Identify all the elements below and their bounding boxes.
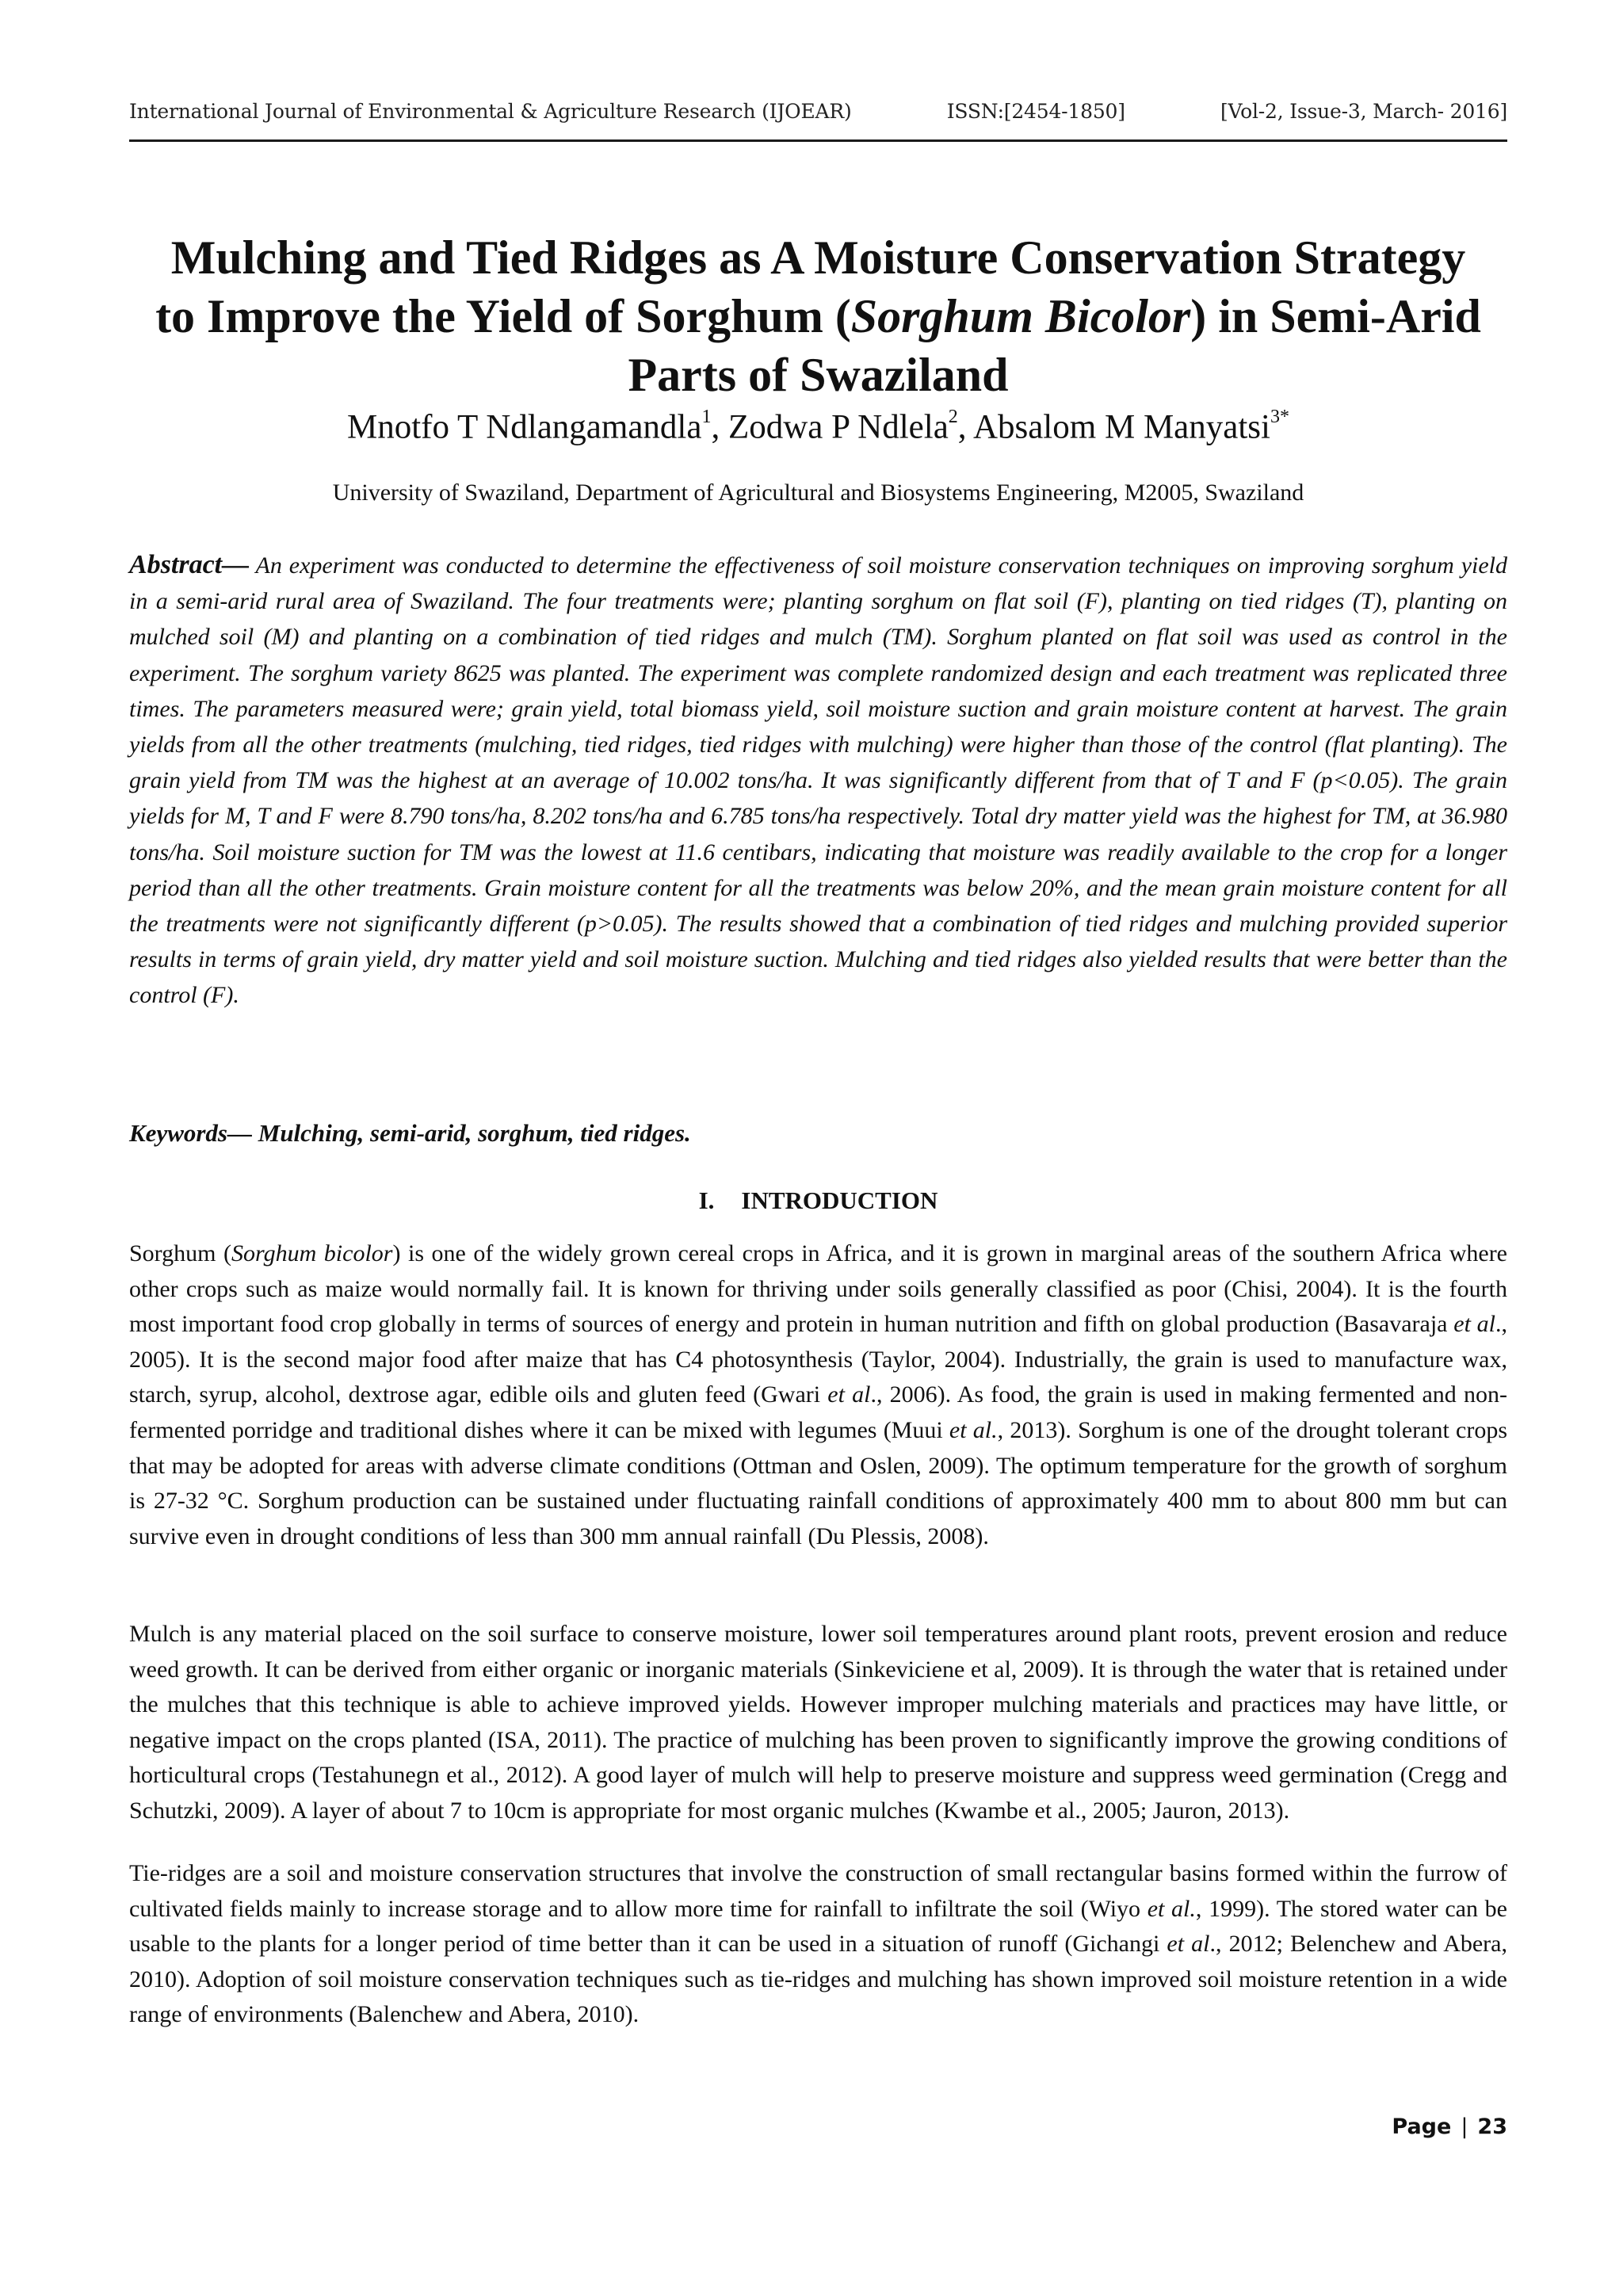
title-line-2-post: ) in Semi-Arid [1190, 290, 1481, 342]
p1-etal: et al. [949, 1416, 998, 1443]
intro-paragraph-3 [129, 1856, 1507, 2033]
title-line-3: Parts of Swaziland [628, 349, 1009, 401]
affiliation: University of Swaziland, Department of Agricultural and Biosystems Engineering, M2005, Swaziland [332, 479, 1304, 506]
header-rule [129, 139, 1507, 142]
p3-seg: Tie-ridges are a soil and moisture conservation structures that involve the construction of small rectangular basins formed within the furrow of cultivated fields mainly to increase storage and to allow more time for rainfall to infiltrate the soil (Wiyo [129, 1860, 1507, 1922]
p1-species: Sorghum bicolor [231, 1240, 393, 1266]
abstract [129, 547, 1507, 1014]
author-1-affil: 1 [701, 407, 712, 427]
p1-seg: ., 2006). As food, the grain is used in making fermented and non-fermented porridge and traditional dishes where it can be mixed with legumes (Muui [129, 1381, 1507, 1443]
author-2-affil: 2 [948, 407, 958, 427]
journal-name: International Journal of Environmental & Agriculture Research (IJOEAR) [129, 100, 852, 123]
author-sep-1: , [711, 408, 728, 446]
volume-issue: [Vol-2, Issue-3, March- 2016] [1220, 100, 1507, 123]
p3-seg: ., 2012; Belenchew and Abera, 2010). Adoption of soil moisture conservation techniques such as tie-ridges and mulching has shown improved soil moisture retention in a wide range of environments (Balenchew and Abera, 2010). [129, 1931, 1507, 2028]
author-3: Absalom M Manyatsi [972, 408, 1270, 446]
author-list [129, 398, 1507, 449]
p1-etal: et al [827, 1381, 871, 1408]
title-line-2 [129, 287, 1507, 346]
author-sep-2: , [957, 408, 973, 446]
title-line-1: Mulching and Tied Ridges as A Moisture Conservation Strategy [170, 231, 1466, 284]
author-3-affil: 3* [1270, 407, 1289, 427]
abstract-label: Abstract— [129, 550, 250, 579]
section-number: I. [698, 1186, 715, 1214]
issn: ISSN:[2454-1850] [946, 100, 1125, 123]
p3-etal: et al. [1147, 1895, 1196, 1922]
title-line-2-pre: to Improve the Yield of Sorghum ( [155, 290, 851, 342]
intro-paragraph-2: Mulch is any material placed on the soil surface to conserve moisture, lower soil temperatures around plant roots, prevent erosion and reduce weed growth. It can be derived from either organic or inorganic materials (Sinkeviciene et al, 2009). It is through the water that is retained under the mulches that this technique is able to achieve improved yields. However improper mulching materials and practices may have little, or negative impact on the crops planted (ISA, 2011). The practice of mulching has been proven to significantly improve the growing conditions of horticultural crops (Testahunegn et al., 2012). A good layer of mulch will help to preserve moisture and suppress weed germination (Cregg and Schutzki, 2009). A layer of about 7 to 10cm is appropriate for most organic mulches (Kwambe et al., 2005; Jauron, 2013). [129, 1621, 1507, 1824]
p3-seg: , 1999). The stored water can be usable to the plants for a longer period of time better than it can be used in a situation of runoff (Gichangi [129, 1895, 1507, 1958]
keywords: Keywords— Mulching, semi-arid, sorghum, tied ridges. [129, 1119, 691, 1147]
paper-title [129, 228, 1507, 404]
p1-seg: ., 2005). It is the second major food after maize that has C4 photosynthesis (Taylor, 2004). Industrially, the grain is used to manufacture wax, starch, syrup, alcohol, dextrose agar, edible oils and gluten feed (Gwari [129, 1311, 1507, 1408]
section-heading [129, 1183, 1507, 1218]
running-header [129, 100, 1507, 123]
intro-paragraph-1 [129, 1236, 1507, 1554]
p1-etal: et al [1453, 1311, 1495, 1338]
title-species: Sorghum Bicolor [850, 290, 1191, 342]
section-title: INTRODUCTION [741, 1186, 938, 1214]
paper-page [129, 0, 1507, 2296]
author-1: Mnotfo T Ndlangamandla [347, 408, 702, 446]
page-separator: | [1461, 2115, 1468, 2139]
page-number-value: 23 [1477, 2115, 1507, 2139]
author-2: Zodwa P Ndlela [727, 408, 949, 446]
abstract-text: An experiment was conducted to determine the effectiveness of soil moisture conservation techniques on improving sorghum yield in a semi-arid rural area of Swaziland. The four treatments were; planting sorghum on flat soil (F), planting on tied ridges (T), planting on mulched soil (M) and planting on a combination of tied ridges and mulch (TM). Sorghum planted on flat soil was used as control in the experiment. The sorghum variety 8625 was planted. The experiment was complete randomized design and each treatment was replicated three times. The parameters measured were; grain yield, total biomass yield, soil moisture suction and grain moisture content at harvest. The grain yields from all the other treatments (mulching, tied ridges, tied ridges with mulching) were higher than those of the control (flat planting). The grain yield from TM was the highest at an average of 10.002 tons/ha. It was significantly different from that of T and F (p<0.05). The grain yields for M, T and F were 8.790 tons/ha, 8.202 tons/ha and 6.785 tons/ha respectively. Total dry matter yield was the highest for TM, at 36.980 tons/ha. Soil moisture suction for TM was the lowest at 11.6 centibars, indicating that moisture was readily available to the crop for a longer period than all the other treatments. Grain moisture content for all the treatments was below 20%, and the mean grain moisture content for all the treatments were not significantly different (p>0.05). The results showed that a combination of tied ridges and mulching provided superior results in terms of grain yield, dry matter yield and soil moisture suction. Mulching and tied ridges also yielded results that were better than the control (F). [129, 552, 1507, 1009]
p1-seg: ) is one of the widely grown cereal crops in Africa, and it is grown in marginal areas of the southern Africa where other crops such as maize would normally fail. It is known for thriving under soils generally classified as poor (Chisi, 2004). It is the fourth most important food crop globally in terms of sources of energy and protein in human nutrition and fifth on global production (Basavaraja [129, 1240, 1507, 1338]
p3-etal: et al [1167, 1931, 1210, 1958]
page-label: Page [1392, 2115, 1452, 2139]
p1-seg: , 2013). Sorghum is one of the drought tolerant crops that may be adopted for areas with adverse climate conditions (Ottman and Oslen, 2009). The optimum temperature for the growth of sorghum is 27-32 °C. Sorghum production can be sustained under fluctuating rainfall conditions of approximately 400 mm to about 800 mm but can survive even in drought conditions of less than 300 mm annual rainfall (Du Plessis, 2008). [129, 1416, 1507, 1549]
page-number [1392, 2115, 1507, 2139]
p1-seg: Sorghum ( [129, 1240, 232, 1266]
